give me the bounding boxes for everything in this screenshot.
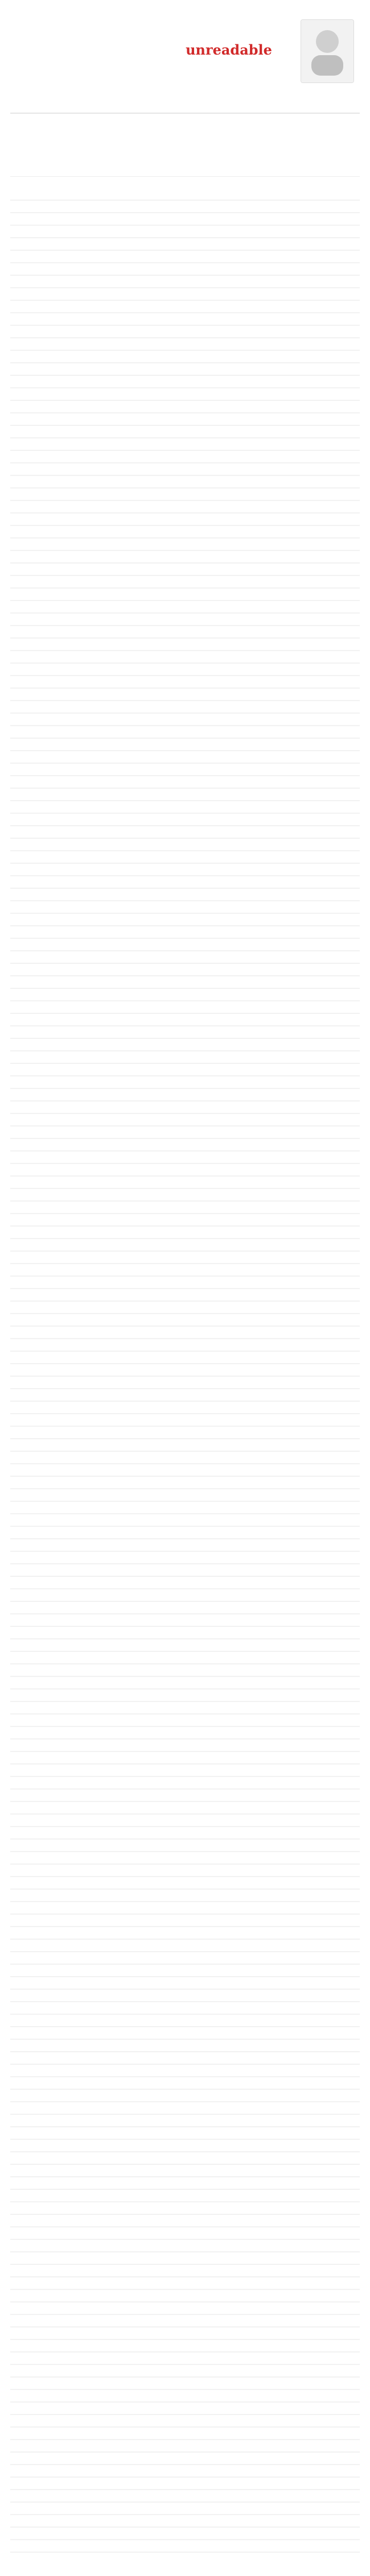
text-area-placeholder xyxy=(10,188,360,2554)
headline-section xyxy=(10,114,360,177)
author-portrait xyxy=(301,19,354,83)
article-body xyxy=(10,177,360,2554)
column-name: unreadable xyxy=(186,41,272,58)
column-banner xyxy=(10,10,360,114)
